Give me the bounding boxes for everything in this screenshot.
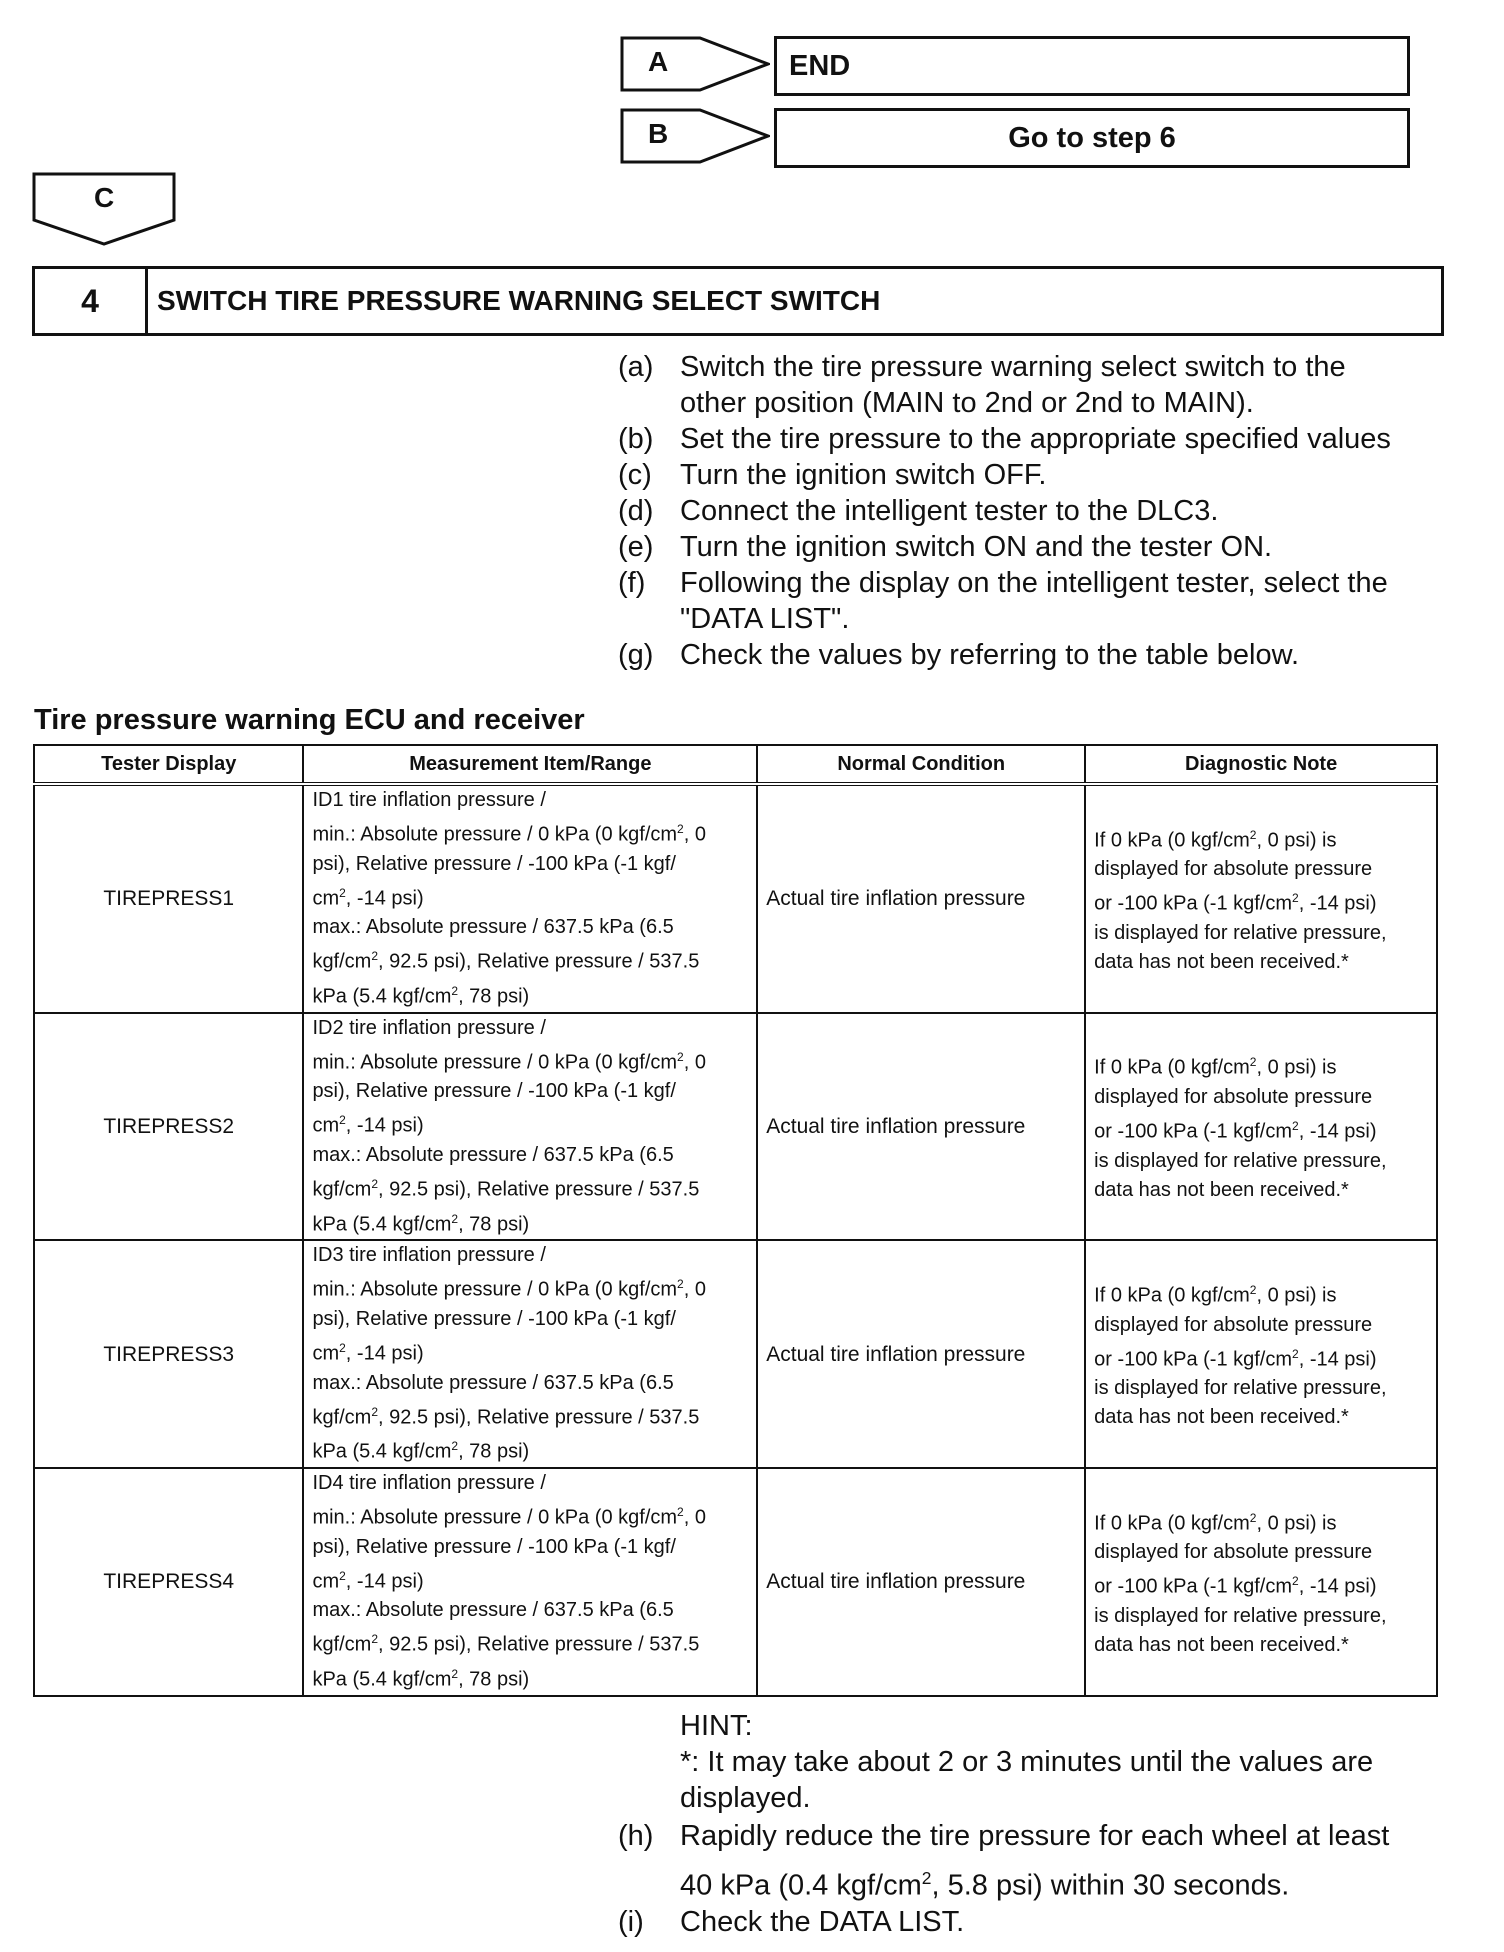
note-text: or -100 kPa (-1 kgf/cm	[1094, 1120, 1293, 1143]
range-line: max.: Absolute pressure / 637.5 kPa (6.5	[312, 916, 674, 939]
note-text: , 0 psi) is	[1256, 1512, 1337, 1535]
hint-label: HINT:	[680, 1710, 753, 1742]
current-result-label: C	[94, 182, 115, 213]
note-line: is displayed for relative pressure,	[1094, 921, 1387, 944]
hint-text: *: It may take about 2 or 3 minutes until the values are	[680, 1746, 1374, 1778]
procedure-item	[618, 493, 1458, 529]
range-line	[312, 942, 748, 977]
column-header: Tester Display	[34, 745, 303, 784]
procedure-text: Check the DATA LIST.	[680, 1905, 965, 1938]
column-header: Diagnostic Note	[1085, 745, 1437, 784]
diagnostic-note-cell	[1085, 1468, 1437, 1696]
range-text: , 92.5 psi), Relative pressure / 537.5	[378, 1178, 700, 1201]
table-row	[34, 1013, 1437, 1241]
range-line	[312, 1334, 748, 1369]
range-text: kPa (5.4 kgf/cm	[312, 1668, 452, 1691]
range-text: , 78 psi)	[458, 1440, 530, 1463]
range-line: ID1 tire inflation pressure /	[312, 789, 546, 811]
procedure-label: (g)	[618, 639, 654, 671]
range-line	[312, 1106, 748, 1141]
range-text: , 0	[683, 823, 706, 846]
procedure-text: Check the values by referring to the table below.	[680, 639, 1300, 671]
tester-display-cell: TIREPRESS2	[34, 1013, 303, 1241]
range-line: max.: Absolute pressure / 637.5 kPa (6.5	[312, 1143, 674, 1166]
procedure-label: (i)	[618, 1905, 644, 1938]
procedure-text	[680, 1860, 1478, 1904]
column-header: Normal Condition	[757, 745, 1085, 784]
note-line: is displayed for relative pressure,	[1094, 1377, 1387, 1400]
procedure-text-part: , 5.8 psi) within 30 seconds.	[931, 1869, 1290, 1902]
superscript: 2	[1292, 891, 1299, 906]
procedure-item	[618, 421, 1458, 457]
range-text: , 0	[683, 1051, 706, 1074]
procedure-item	[618, 1904, 1478, 1940]
normal-condition-cell: Actual tire inflation pressure	[757, 1013, 1085, 1241]
range-line	[312, 1625, 748, 1660]
diagnostic-note-cell	[1085, 1240, 1437, 1468]
note-text: If 0 kPa (0 kgf/cm	[1094, 829, 1250, 852]
range-text: kgf/cm	[312, 1178, 372, 1201]
range-text: kgf/cm	[312, 1633, 372, 1656]
note-line: data has not been received.*	[1094, 1406, 1349, 1429]
range-line	[312, 815, 748, 850]
tester-display-cell: TIREPRESS4	[34, 1468, 303, 1696]
arrow-tag-icon	[620, 36, 770, 96]
note-text: , -14 psi)	[1298, 1575, 1377, 1598]
arrow-tag-icon	[620, 108, 770, 168]
procedure-label: (f)	[618, 567, 646, 599]
superscript: 2	[1292, 1574, 1299, 1589]
range-text: , 78 psi)	[458, 1668, 530, 1691]
superscript: 2	[451, 1211, 459, 1226]
superscript: 2	[371, 949, 379, 964]
superscript: 2	[451, 1666, 459, 1681]
note-line: displayed for absolute pressure	[1094, 1085, 1373, 1108]
range-line	[312, 1205, 748, 1240]
result-text: END	[789, 50, 851, 82]
range-line	[312, 1398, 748, 1433]
procedure-item	[618, 1818, 1478, 1904]
note-line: is displayed for relative pressure,	[1094, 1604, 1387, 1627]
superscript: 2	[451, 1439, 459, 1454]
step-number: 4	[35, 269, 148, 333]
note-text: , 0 psi) is	[1256, 829, 1337, 852]
table-title: Tire pressure warning ECU and receiver	[34, 704, 585, 736]
superscript: 2	[339, 1568, 346, 1583]
superscript: 2	[339, 885, 346, 900]
note-line	[1094, 1112, 1428, 1147]
note-text: , -14 psi)	[1298, 892, 1377, 915]
procedure-item	[618, 457, 1458, 493]
superscript: 2	[451, 983, 459, 998]
result-tag-b	[620, 108, 770, 168]
table-row	[34, 1240, 1437, 1468]
step-header	[32, 266, 1444, 336]
range-line: max.: Absolute pressure / 637.5 kPa (6.5	[312, 1599, 674, 1622]
procedure-text: Turn the ignition switch ON and the tester ON.	[680, 531, 1273, 563]
procedure-text: Following the display on the intelligent tester, select the	[680, 567, 1388, 599]
range-text: , 92.5 psi), Relative pressure / 537.5	[378, 950, 700, 973]
range-line: ID3 tire inflation pressure /	[312, 1244, 546, 1267]
table-row	[34, 1468, 1437, 1696]
note-text: , 0 psi) is	[1256, 1284, 1337, 1307]
table-header-row	[34, 745, 1437, 784]
procedure-text: Set the tire pressure to the appropriate specified values	[680, 423, 1391, 455]
current-result-tag	[32, 172, 182, 248]
range-text: , 92.5 psi), Relative pressure / 537.5	[378, 1633, 700, 1656]
table-row	[34, 784, 1437, 1013]
result-tag-label: B	[648, 118, 669, 149]
note-text: or -100 kPa (-1 kgf/cm	[1094, 892, 1293, 915]
measurement-range-cell	[303, 1013, 757, 1241]
procedure-text: other position (MAIN to 2nd or 2nd to MAIN).	[680, 387, 1254, 419]
procedure-item	[618, 637, 1458, 673]
range-line	[312, 1043, 748, 1078]
range-line	[312, 977, 748, 1012]
note-text: If 0 kPa (0 kgf/cm	[1094, 1512, 1250, 1535]
range-text: kgf/cm	[312, 950, 372, 973]
range-text: kPa (5.4 kgf/cm	[312, 1213, 452, 1236]
range-line	[312, 1498, 748, 1533]
range-text: cm	[312, 887, 340, 910]
procedure-item	[618, 529, 1458, 565]
hint-block	[618, 1708, 1478, 1816]
range-line: psi), Relative pressure / -100 kPa (-1 kgf/	[312, 1080, 676, 1103]
normal-condition-cell: Actual tire inflation pressure	[757, 1240, 1085, 1468]
procedure-label: (c)	[618, 459, 652, 491]
procedure-list	[618, 349, 1458, 673]
note-line: data has not been received.*	[1094, 950, 1349, 973]
superscript: 2	[1249, 827, 1257, 842]
procedure-text: Connect the intelligent tester to the DLC3.	[680, 495, 1219, 527]
procedure-label: (a)	[618, 351, 654, 383]
superscript: 2	[677, 1277, 684, 1292]
tester-display-cell: TIREPRESS3	[34, 1240, 303, 1468]
range-line	[312, 1170, 748, 1205]
normal-condition-cell: Actual tire inflation pressure	[757, 784, 1085, 1013]
note-text: If 0 kPa (0 kgf/cm	[1094, 1284, 1250, 1307]
hint-section	[618, 1708, 1478, 1940]
superscript: 2	[677, 1504, 684, 1519]
note-line: displayed for absolute pressure	[1094, 858, 1373, 881]
column-header: Measurement Item/Range	[303, 745, 757, 784]
range-text: , -14 psi)	[345, 887, 424, 910]
range-text: , -14 psi)	[345, 1342, 424, 1365]
range-line	[312, 879, 748, 914]
note-line	[1094, 884, 1428, 919]
superscript: 2	[677, 1049, 684, 1064]
range-text: kgf/cm	[312, 1406, 372, 1429]
superscript: 2	[1249, 1510, 1257, 1525]
superscript: 2	[371, 1632, 379, 1647]
note-text: , 0 psi) is	[1256, 1056, 1337, 1079]
measurement-range-cell	[303, 1240, 757, 1468]
superscript: 2	[677, 822, 684, 836]
superscript: 2	[339, 1113, 346, 1128]
data-list-table	[33, 744, 1438, 1697]
superscript: 2	[371, 1404, 379, 1419]
procedure-item	[618, 349, 1458, 421]
procedure-label: (h)	[618, 1820, 654, 1852]
hint-text: displayed.	[680, 1782, 811, 1814]
note-line	[1094, 1504, 1428, 1539]
procedure-text: Switch the tire pressure warning select switch to the	[680, 351, 1346, 383]
result-row-b	[620, 108, 1440, 168]
range-line: psi), Relative pressure / -100 kPa (-1 kgf/	[312, 852, 676, 875]
note-line	[1094, 1048, 1428, 1083]
note-line	[1094, 1340, 1428, 1375]
note-line	[1094, 1567, 1428, 1602]
step-title: SWITCH TIRE PRESSURE WARNING SELECT SWITCH	[157, 285, 881, 316]
note-line: displayed for absolute pressure	[1094, 1313, 1373, 1336]
procedure-label: (d)	[618, 495, 654, 527]
result-tag-a	[620, 36, 770, 96]
result-box-go-to-step[interactable]	[774, 108, 1410, 168]
note-line: is displayed for relative pressure,	[1094, 1149, 1387, 1172]
note-text: or -100 kPa (-1 kgf/cm	[1094, 1575, 1293, 1598]
note-text: or -100 kPa (-1 kgf/cm	[1094, 1348, 1293, 1371]
range-text: min.: Absolute pressure / 0 kPa (0 kgf/cm	[312, 1051, 678, 1074]
range-text: cm	[312, 1342, 340, 1365]
range-text: kPa (5.4 kgf/cm	[312, 1440, 452, 1463]
superscript: 2	[371, 1176, 379, 1191]
note-line: data has not been received.*	[1094, 1178, 1349, 1201]
range-text: , -14 psi)	[345, 1114, 424, 1137]
note-text: , -14 psi)	[1298, 1348, 1377, 1371]
note-line: displayed for absolute pressure	[1094, 1541, 1373, 1564]
note-line: data has not been received.*	[1094, 1633, 1349, 1656]
range-text: , 78 psi)	[458, 985, 530, 1008]
range-line: psi), Relative pressure / -100 kPa (-1 kgf/	[312, 1535, 676, 1558]
procedure-text: "DATA LIST".	[680, 603, 850, 635]
measurement-range-cell	[303, 1468, 757, 1696]
diagnostic-note-cell	[1085, 1013, 1437, 1241]
range-text: , 0	[683, 1278, 706, 1301]
superscript: 2	[1249, 1055, 1257, 1070]
range-text: min.: Absolute pressure / 0 kPa (0 kgf/cm	[312, 1278, 678, 1301]
range-line	[312, 1660, 748, 1695]
range-line: ID2 tire inflation pressure /	[312, 1016, 546, 1039]
superscript: 2	[1292, 1346, 1299, 1361]
superscript: 2	[1292, 1118, 1299, 1133]
range-line	[312, 1432, 748, 1467]
range-line: psi), Relative pressure / -100 kPa (-1 kgf/	[312, 1307, 676, 1330]
range-line	[312, 1270, 748, 1305]
measurement-range-cell	[303, 784, 757, 1013]
range-text: , 92.5 psi), Relative pressure / 537.5	[378, 1406, 700, 1429]
superscript: 2	[339, 1340, 346, 1355]
result-text: Go to step 6	[1008, 122, 1176, 154]
range-text: , 78 psi)	[458, 1213, 530, 1236]
procedure-item	[618, 565, 1458, 637]
procedure-text-part: 40 kPa (0.4 kgf/cm	[680, 1869, 922, 1902]
note-text: If 0 kPa (0 kgf/cm	[1094, 1056, 1250, 1079]
note-text: , -14 psi)	[1298, 1120, 1377, 1143]
range-line	[312, 1562, 748, 1597]
procedure-label: (b)	[618, 423, 654, 455]
superscript: 2	[1249, 1282, 1257, 1297]
note-line	[1094, 1276, 1428, 1311]
range-text: min.: Absolute pressure / 0 kPa (0 kgf/cm	[312, 823, 678, 846]
range-line: ID4 tire inflation pressure /	[312, 1471, 546, 1494]
procedure-label: (e)	[618, 531, 654, 563]
range-text: cm	[312, 1114, 340, 1137]
procedure-text: Turn the ignition switch OFF.	[680, 459, 1047, 491]
range-text: min.: Absolute pressure / 0 kPa (0 kgf/cm	[312, 1506, 678, 1529]
result-row-a	[620, 36, 1440, 96]
result-tag-label: A	[648, 46, 669, 77]
note-line	[1094, 821, 1428, 856]
superscript: 2	[921, 1868, 932, 1888]
range-text: kPa (5.4 kgf/cm	[312, 985, 452, 1008]
range-text: , -14 psi)	[345, 1570, 424, 1593]
tester-display-cell: TIREPRESS1	[34, 784, 303, 1013]
normal-condition-cell: Actual tire inflation pressure	[757, 1468, 1085, 1696]
result-box-end[interactable]	[774, 36, 1410, 96]
procedure-text: Rapidly reduce the tire pressure for each wheel at least	[680, 1820, 1390, 1852]
diagnostic-note-cell	[1085, 784, 1437, 1013]
range-line: max.: Absolute pressure / 637.5 kPa (6.5	[312, 1371, 674, 1394]
range-text: , 0	[683, 1506, 706, 1529]
range-text: cm	[312, 1570, 340, 1593]
